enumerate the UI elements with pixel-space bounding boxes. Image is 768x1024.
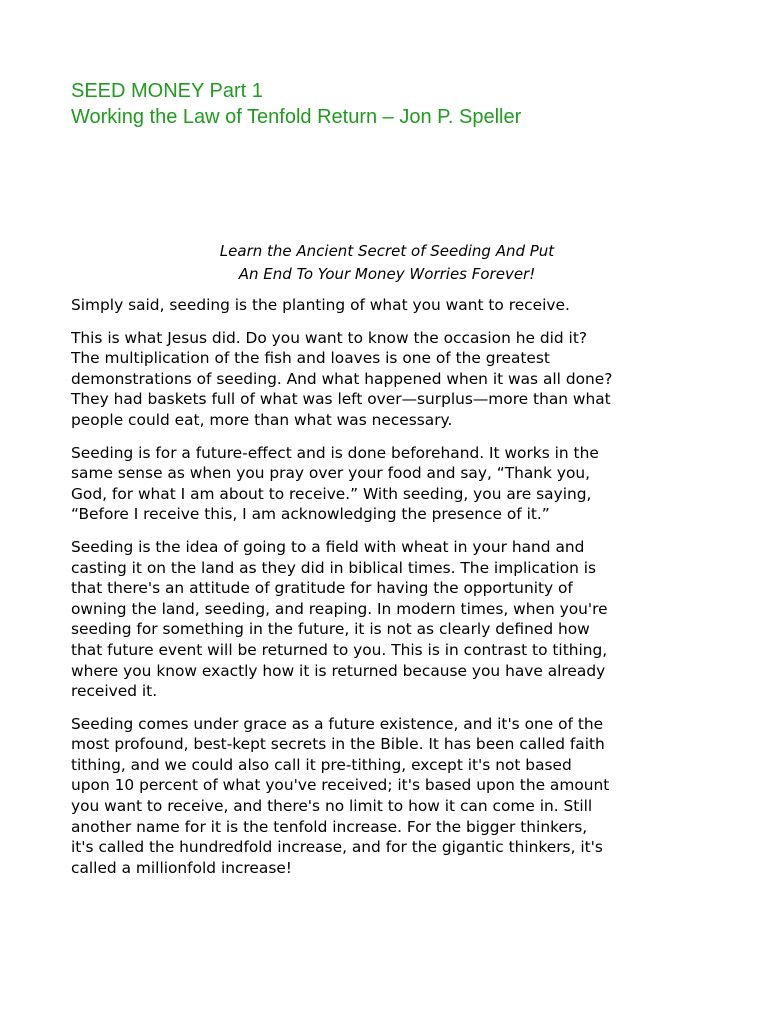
- text-line: it's called the hundredfold increase, and for the gigantic thinkers, it's: [71, 838, 603, 857]
- text-line: called a millionfold increase!: [71, 858, 292, 877]
- title-block: [71, 78, 731, 130]
- text-line: upon 10 percent of what you've received; it's based upon the amount: [71, 776, 610, 795]
- text-line: most profound, best-kept secrets in the Bible. It has been called faith: [71, 735, 605, 754]
- text-line: Seeding comes under grace as a future existence, and it's one of the: [71, 714, 604, 733]
- paragraph-1: [71, 295, 711, 316]
- text-line: that future event will be returned to you. This is in contrast to tithing,: [71, 640, 608, 659]
- text-line: received it.: [71, 682, 158, 701]
- text-line: They had baskets full of what was left over—surplus—more than what: [71, 390, 611, 409]
- text-line: same sense as when you pray over your food and say, “Thank you,: [71, 464, 591, 483]
- text-line: “Before I receive this, I am acknowledging the presence of it.”: [71, 505, 550, 524]
- paragraph-2: [71, 328, 711, 431]
- text-line: tithing, and we could also call it pre-tithing, except it's not based: [71, 755, 572, 774]
- tagline-line: An End To Your Money Worries Forever!: [238, 265, 536, 283]
- paragraph-4: [71, 537, 711, 702]
- tagline: [71, 240, 703, 286]
- text-line: The multiplication of the fish and loaves is one of the greatest: [71, 349, 550, 368]
- text-line: another name for it is the tenfold increase. For the bigger thinkers,: [71, 817, 588, 836]
- text-line: people could eat, more than what was necessary.: [71, 410, 453, 429]
- text-line: owning the land, seeding, and reaping. In modern times, when you're: [71, 599, 608, 618]
- text-line: that there's an attitude of gratitude for having the opportunity of: [71, 579, 573, 598]
- text-line: Simply said, seeding is the planting of what you want to receive.: [71, 296, 570, 314]
- text-line: casting it on the land as they did in biblical times. The implication is: [71, 558, 597, 577]
- paragraph-5: [71, 714, 711, 879]
- body-text: [71, 295, 711, 890]
- paragraph-3: [71, 443, 711, 525]
- document-subtitle: Working the Law of Tenfold Return – Jon P. Speller: [71, 106, 522, 128]
- text-line: Seeding is the idea of going to a field with wheat in your hand and: [71, 537, 585, 556]
- document-title: SEED MONEY Part 1: [71, 80, 263, 102]
- text-line: This is what Jesus did. Do you want to know the occasion he did it?: [71, 328, 588, 347]
- text-line: God, for what I am about to receive.” With seeding, you are saying,: [71, 484, 592, 503]
- tagline-line: Learn the Ancient Secret of Seeding And Put: [219, 242, 555, 260]
- text-line: demonstrations of seeding. And what happened when it was all done?: [71, 369, 613, 388]
- text-line: Seeding is for a future-effect and is done beforehand. It works in the: [71, 443, 599, 462]
- text-line: you want to receive, and there's no limit to how it can come in. Still: [71, 797, 593, 816]
- text-line: seeding for something in the future, it is not as clearly defined how: [71, 620, 590, 639]
- text-line: where you know exactly how it is returned because you have already: [71, 661, 606, 680]
